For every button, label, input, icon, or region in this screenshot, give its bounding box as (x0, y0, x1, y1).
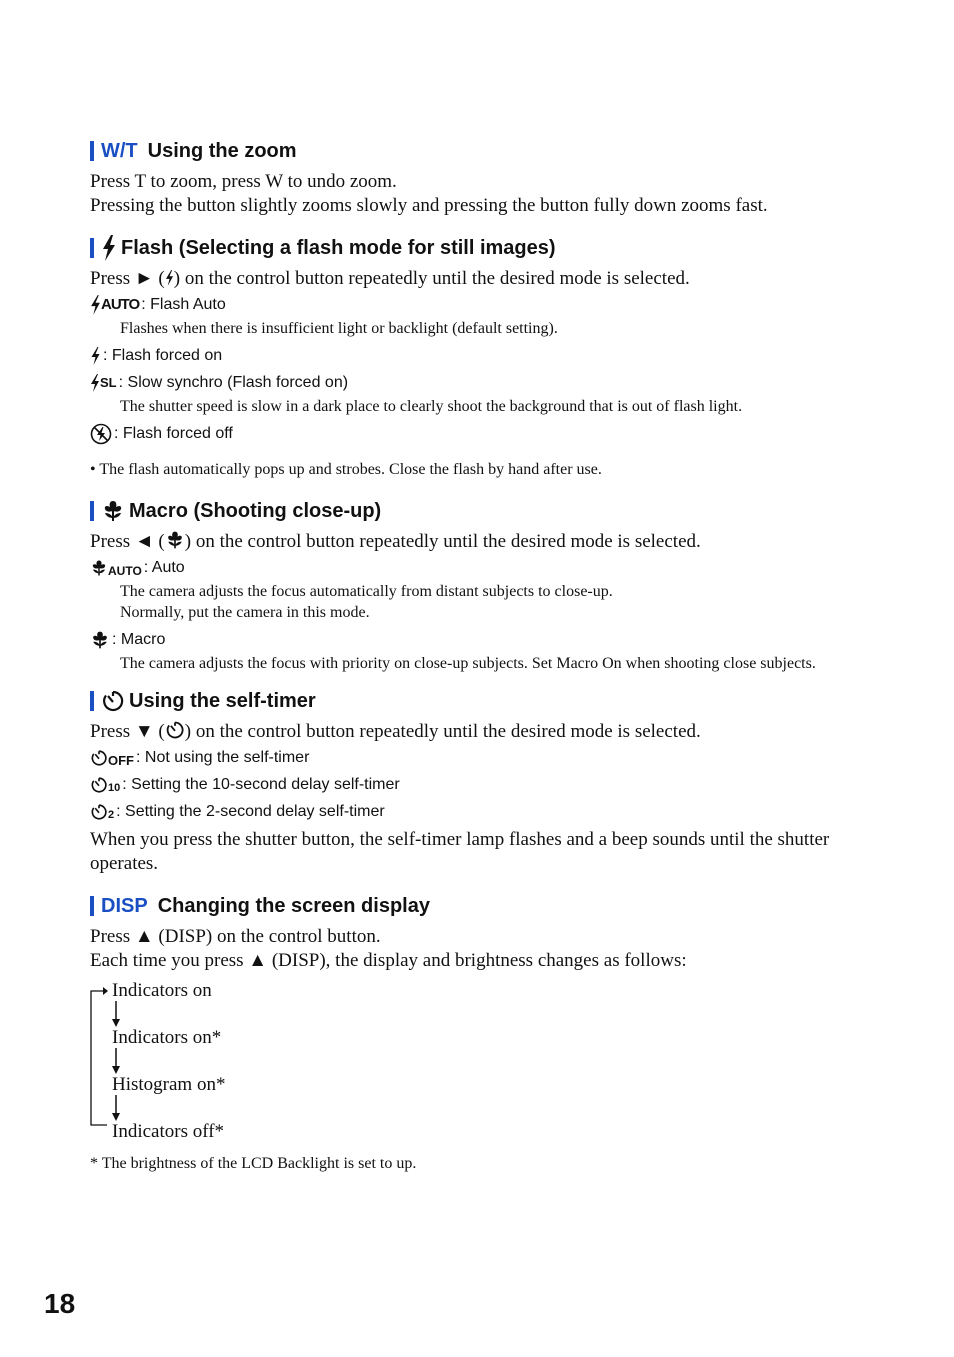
heading-disp (90, 893, 880, 919)
heading-bar (90, 501, 94, 521)
flash-press-line: Press ► ( ) on the control button repeatedly until the desired mode is selected. (90, 268, 690, 289)
timer-body: When you press the shutter button, the self-timer lamp flashes and a beep sounds until the shutter operates. (90, 829, 830, 874)
macro-flower-icon (101, 499, 125, 523)
heading-macro (90, 498, 880, 524)
heading-flash (90, 235, 880, 261)
flow-item-histogram-on: Histogram on* (112, 1074, 226, 1095)
disp-tag: DISP (101, 894, 148, 917)
disp-footnote: * The brightness of the LCD Backlight is set to up. (90, 1155, 417, 1172)
disp-title: Changing the screen display (157, 894, 430, 917)
heading-self-timer (90, 688, 880, 714)
macro-on-desc: The camera adjusts the focus with priority on close-up subjects. Set Macro On when shooting close subjects. (120, 655, 816, 672)
self-timer-icon (101, 689, 125, 713)
flow-item-indicators-off: Indicators off* (112, 1121, 225, 1142)
section-self-timer (90, 688, 880, 876)
flash-auto-icon: AUTO (90, 291, 139, 318)
zoom-body-2: Pressing the button slightly zooms slowly and pressing the button fully down zooms fast. (90, 195, 768, 216)
section-macro (90, 498, 880, 674)
flash-icon (165, 270, 174, 286)
macro-press-line: Press ◄ ( ) on the control button repeatedly until the desired mode is selected. (90, 531, 701, 552)
section-flash (90, 235, 880, 481)
macro-auto-desc-2: Normally, put the camera in this mode. (120, 604, 370, 621)
page-number: 18 (44, 1288, 76, 1319)
heading-bar (90, 141, 94, 161)
zoom-body-1: Press T to zoom, press W to undo zoom. (90, 171, 397, 192)
flow-item-indicators-on: Indicators on (112, 980, 212, 1001)
heading-bar (90, 896, 94, 916)
self-timer-icon (165, 720, 185, 740)
macro-on-option: : Macro (90, 626, 880, 653)
self-timer-title: Using the self-timer (129, 689, 316, 712)
flash-auto-desc: Flashes when there is insufficient light or backlight (default setting). (120, 320, 558, 337)
flash-forced-on-option: : Flash forced on (90, 342, 880, 369)
flash-icon (101, 235, 117, 261)
disp-body-2: Each time you press ▲ (DISP), the display and brightness changes as follows: (90, 950, 687, 971)
flash-title: Flash (Selecting a flash mode for still images) (121, 236, 556, 259)
zoom-title: Using the zoom (147, 139, 297, 162)
flash-icon (90, 347, 101, 365)
flow-item-indicators-on-bright: Indicators on* (112, 1027, 222, 1048)
flash-slow-option: SL : Slow synchro (Flash forced on) (90, 369, 880, 396)
timer-off-option: OFF : Not using the self-timer (90, 744, 880, 771)
heading-zoom (90, 138, 880, 164)
flash-off-icon (90, 423, 112, 445)
timer-2-option: 2 : Setting the 2-second delay self-timer (90, 798, 880, 825)
heading-bar (90, 691, 94, 711)
flash-auto-option: AUTO : Flash Auto (90, 291, 880, 318)
macro-auto-icon: AUTO (90, 554, 142, 581)
page-content (90, 138, 880, 1175)
self-timer-2-icon: 2 (90, 798, 114, 825)
heading-bar (90, 238, 94, 258)
flash-slow-desc: The shutter speed is slow in a dark place to clearly shoot the background that is out of flash light. (120, 398, 743, 415)
disp-body-1: Press ▲ (DISP) on the control button. (90, 926, 381, 947)
macro-auto-desc-1: The camera adjusts the focus automatically from distant subjects to close-up. (120, 583, 613, 600)
macro-title: Macro (Shooting close-up) (129, 499, 382, 522)
section-zoom (90, 138, 880, 218)
macro-auto-option: AUTO : Auto (90, 554, 880, 581)
section-disp (90, 893, 880, 1175)
zoom-tag: W/T (101, 139, 138, 162)
flash-slow-icon: SL (90, 369, 117, 396)
macro-flower-icon (90, 630, 110, 650)
display-cycle-diagram (90, 981, 880, 1141)
self-timer-10-icon: 10 (90, 771, 120, 798)
cycle-arrows (90, 981, 120, 1141)
self-timer-off-icon: OFF (90, 744, 134, 771)
timer-10-option: 10 : Setting the 10-second delay self-timer (90, 771, 880, 798)
flash-note: • The flash automatically pops up and strobes. Close the flash by hand after use. (90, 461, 602, 478)
macro-flower-icon (165, 530, 185, 550)
timer-press-line: Press ▼ ( ) on the control button repeatedly until the desired mode is selected. (90, 721, 701, 742)
flash-forced-off-option: : Flash forced off (90, 420, 880, 447)
